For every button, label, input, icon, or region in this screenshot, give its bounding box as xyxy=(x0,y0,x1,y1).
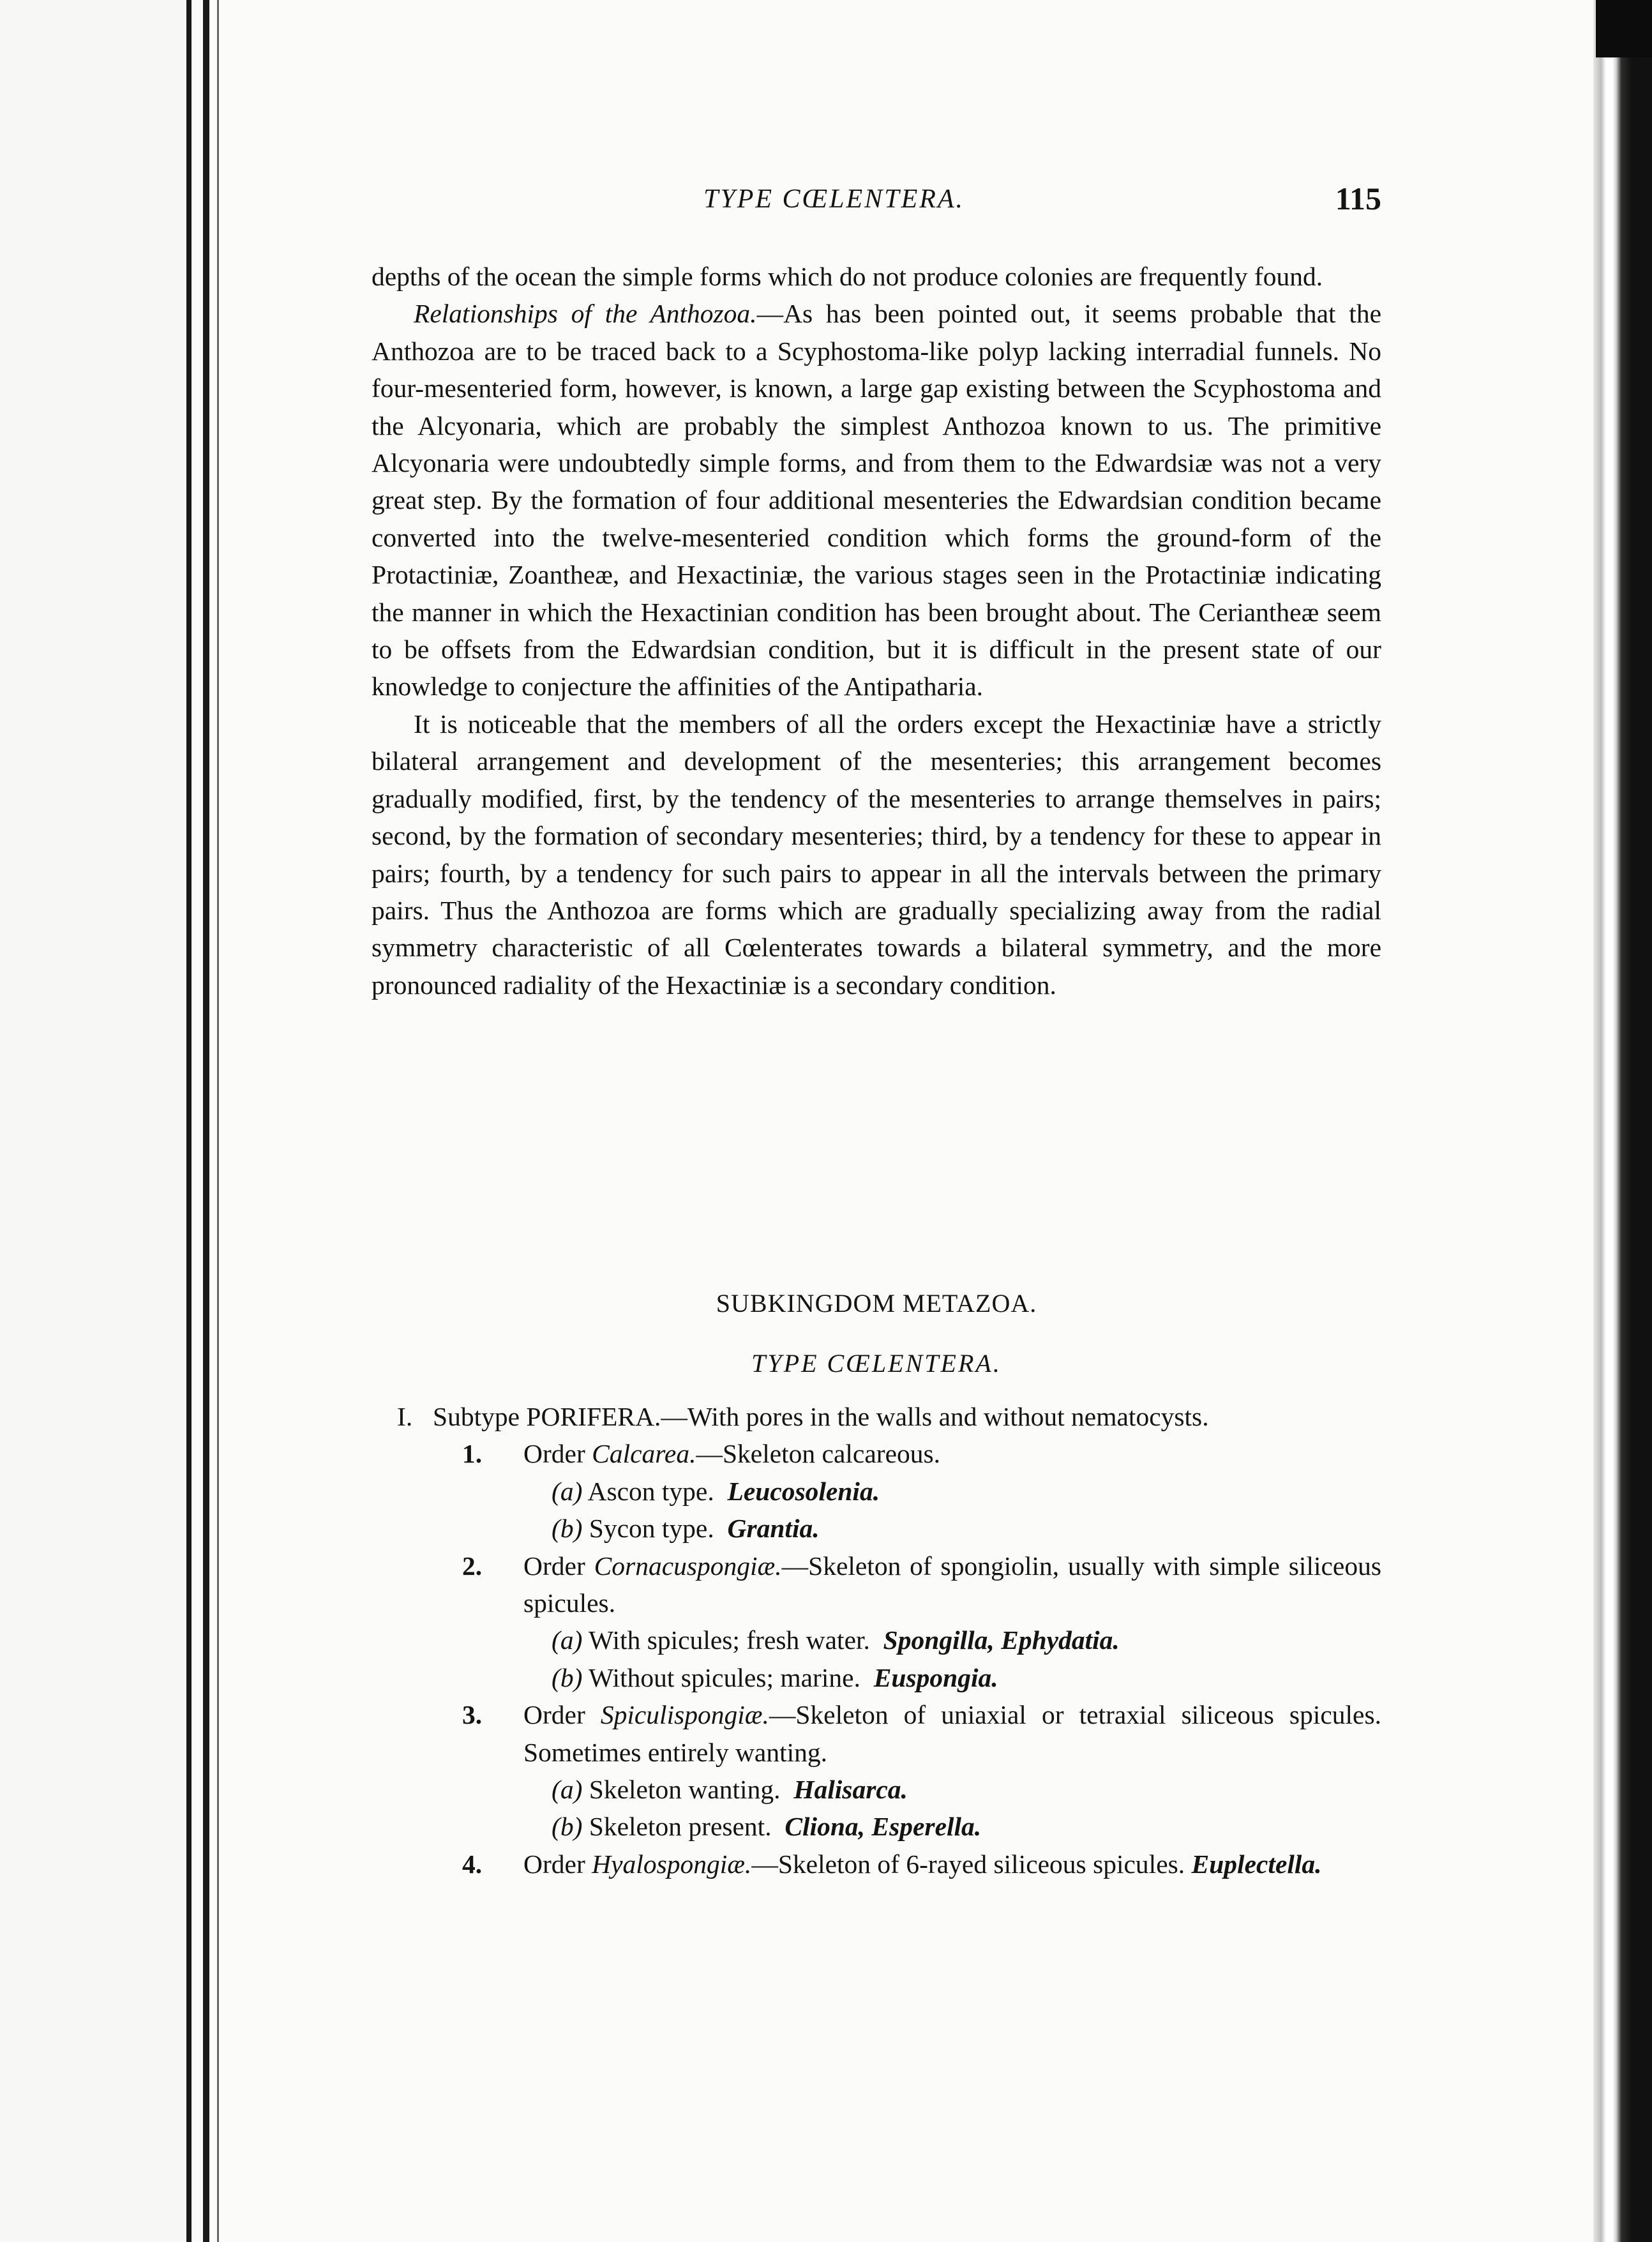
subtype-entry xyxy=(372,1398,1381,1435)
subtype-text: Subtype PORIFERA.—With pores in the walls and without nematocysts. xyxy=(433,1402,1209,1431)
classification-outline xyxy=(372,1398,1381,1883)
subtype-number: I. xyxy=(397,1402,413,1431)
order-entry xyxy=(372,1547,1381,1622)
order-entry xyxy=(372,1696,1381,1771)
order-name: Calcarea. xyxy=(592,1439,696,1469)
genus-names: Grantia. xyxy=(727,1514,820,1544)
binding-gutter xyxy=(217,0,219,2242)
genus-names: Halisarca. xyxy=(793,1775,908,1805)
binding-gutter xyxy=(186,0,191,2242)
order-number: 4. xyxy=(462,1849,483,1879)
page-header xyxy=(372,181,1381,222)
order-word: Order xyxy=(523,1700,585,1730)
page-number: 115 xyxy=(1335,181,1381,216)
order-name: Cornacuspongiæ. xyxy=(594,1551,782,1581)
suborder-letter: (a) xyxy=(552,1625,583,1655)
page-edge-shadow xyxy=(1593,0,1652,2242)
suborder-letter: (b) xyxy=(552,1662,583,1692)
order-number: 3. xyxy=(462,1700,483,1730)
order-word: Order xyxy=(523,1439,585,1469)
suborder-text: With spicules; fresh water. xyxy=(589,1625,870,1655)
binding-gutter xyxy=(203,0,209,2242)
section-subtitle: TYPE CŒLENTERA. xyxy=(751,1349,1002,1378)
scan-corner-shadow xyxy=(1596,0,1652,57)
suborder-text: Sycon type. xyxy=(589,1514,714,1544)
genus-names: Euplectella. xyxy=(1191,1849,1322,1879)
order-word: Order xyxy=(523,1551,585,1581)
paragraph xyxy=(372,295,1381,705)
suborder-entry xyxy=(372,1771,1381,1808)
suborder-entry xyxy=(372,1473,1381,1510)
paragraph-heading: Relationships of the Anthozoa. xyxy=(414,299,757,329)
suborder-letter: (b) xyxy=(552,1514,583,1544)
paragraph: depths of the ocean the simple forms which do not produce colonies are frequently found. xyxy=(372,262,1323,291)
suborder-letter: (a) xyxy=(552,1476,583,1506)
genus-names: Euspongia. xyxy=(873,1662,998,1692)
order-number: 1. xyxy=(462,1439,483,1469)
genus-names: Leucosolenia. xyxy=(727,1476,880,1506)
section-title: SUBKINGDOM METAZOA. xyxy=(716,1289,1037,1318)
suborder-text: Without spicules; marine. xyxy=(589,1662,860,1692)
suborder-text: Skeleton present. xyxy=(589,1812,772,1842)
paragraph: It is noticeable that the members of all the orders except the Hexactiniæ have a strictly bilateral arrangement and development of the mesenteries; this arrangement becomes gradually modified, first, by the tendency of the mesenteries to arrange themselves in pairs; second, by the formation of secondary mesenteries; third, by a tendency for these to appear in pairs; fourth, by a tendency for such pairs to appear in all the intervals between the primary pairs. Thus the Anthozoa are forms which are gradually specializing away from the radial symmetry characteristic of all Cœlenterates towards a bilateral symmetry, and the more pronounced radiality of the Hexactiniæ is a secondary condition. xyxy=(372,709,1381,1000)
suborder-entry xyxy=(372,1808,1381,1845)
order-description: —Skeleton calcareous. xyxy=(696,1439,941,1469)
order-word: Order xyxy=(523,1849,585,1879)
facing-page-edge xyxy=(0,0,186,2242)
order-description: —Skeleton of uniaxial or tetraxial siliceous spicules. Sometimes entirely wanting. xyxy=(523,1700,1381,1767)
order-name: Spiculispongiæ. xyxy=(600,1700,769,1730)
genus-names: Spongilla, Ephydatia. xyxy=(883,1625,1120,1655)
body-text xyxy=(372,258,1381,1004)
running-head: TYPE CŒLENTERA. xyxy=(703,184,965,214)
suborder-entry xyxy=(372,1659,1381,1696)
suborder-entry xyxy=(372,1621,1381,1659)
order-description: —Skeleton of spongiolin, usually with simple siliceous spicules. xyxy=(523,1551,1382,1618)
order-description: —Skeleton of 6-rayed siliceous spicules. xyxy=(751,1849,1185,1879)
paragraph-text: —As has been pointed out, it seems probable that the Anthozoa are to be traced back to a Scyphostoma-like polyp lacking interradial funnels. No four-mesenteried form, however, is known, a large gap existing between the Scyphostoma and the Alcyonaria, which are probably the simplest Anthozoa known to us. The primitive Alcyonaria were undoubtedly simple forms, and from them to the Edwardsiæ was not a very great step. By the formation of four additional mesenteries the Edwardsian condition became converted into the twelve-mesenteried condition which forms the ground-form of the Protactiniæ, Zoantheæ, and Hexactiniæ, the various stages seen in the Protactiniæ indicating the manner in which the Hexactinian condition has been brought about. The Ceriantheæ seem to be offsets from the Edwardsian condition, but it is difficult in the present state of our knowledge to conjecture the affinities of the Antipatharia. xyxy=(372,299,1382,702)
order-entry xyxy=(372,1435,1381,1472)
order-number: 2. xyxy=(462,1551,483,1581)
suborder-entry xyxy=(372,1510,1381,1547)
genus-names: Cliona, Esperella. xyxy=(785,1812,982,1842)
suborder-text: Ascon type. xyxy=(587,1476,714,1506)
suborder-letter: (b) xyxy=(552,1812,583,1842)
suborder-text: Skeleton wanting. xyxy=(589,1775,781,1805)
suborder-letter: (a) xyxy=(552,1775,583,1805)
order-name: Hyalospongiæ. xyxy=(592,1849,752,1879)
order-entry xyxy=(372,1846,1381,1883)
